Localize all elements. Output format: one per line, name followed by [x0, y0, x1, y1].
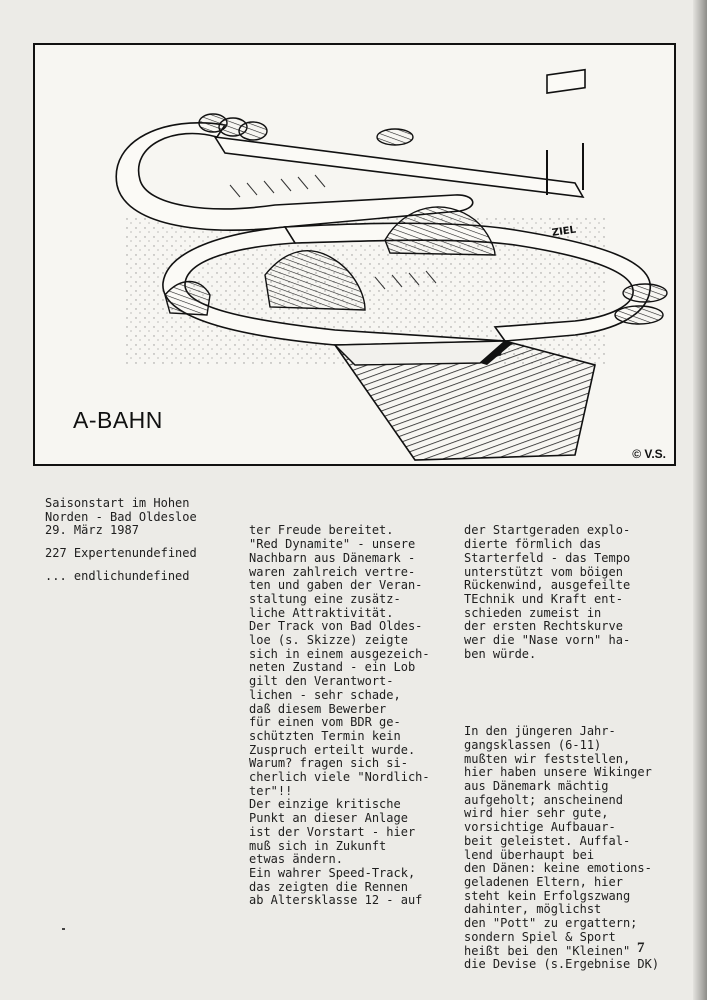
page-edge-shadow: [693, 0, 707, 1000]
track-sketch-drawing: [35, 45, 674, 464]
speck: [62, 928, 65, 930]
paragraph: Saisonstart im Hohen Norden - Bad Oldesloe 29. März 1987: [45, 496, 197, 538]
paragraph: ter Freude bereitet. "Red Dynamite" - unsere Nachbarn aus Dänemark - waren zahlreich vertre- ten und gaben der Veran- staltung eine zusätz- liche Attraktivität. Der Track von Bad Oldes- loe (s. Skizze) zeigte sich in einem ausgezeich- neten Zustand - ein Lob gilt den Verantwort- lichen - sehr schade, daß diesem Bewerber für einen vom BDR ge- schützten Termin kein Zuspruch erteilt wurde. Warum? fragen sich si- cherlich viele "Nordlich- ter"!! Der einzige kritische Punkt an dieser Anlage ist der Vorstart - hier muß sich in Zukunft etwas ändern. Ein wahrer Speed-Track, das zeigten die Rennen ab Altersklasse 12 - auf: [249, 523, 430, 908]
copyright-mark: © V.S.: [632, 447, 666, 461]
text-column-left: [45, 497, 197, 584]
paragraph: der Startgeraden explo- dierte förmlich das Starterfeld - das Tempo unterstützt vom böigen Rückenwind, ausgefeilte TEchnik und Kraft ent- schieden zumeist in der ersten Rechtskurve wer die "Nase vorn" ha- ben würde.: [464, 523, 631, 661]
paragraph: 227 Expertenundefined: [45, 546, 197, 561]
page-number: 7: [637, 940, 645, 956]
paragraph: ... endlichundefined: [45, 568, 190, 583]
text-column-middle: [249, 497, 430, 922]
track-sketch-figure: [33, 43, 676, 466]
svg-text:ZIEL: ZIEL: [551, 224, 577, 239]
figure-caption: A-BAHN: [73, 407, 163, 433]
finish-sign: [547, 70, 585, 239]
start-ramp: [335, 341, 505, 365]
paragraph: In den jüngeren Jahr- gangsklassen (6-11) mußten wir feststellen, hier haben unsere Wikinger aus Dänemark mächtig aufgeholt; anscheinend wird hier sehr gute, vorsichtige Aufbauar- beit geleistet. Auffal- lend überhaupt bei den Dänen: keine emotions- geladenen Eltern, hier steht kein Erfolgszwang dahinter, möglichst den "Pott" zu ergattern; sondern Spiel & Sport heißt bei den "Kleinen" die Devise (s.Ergebnise DK): [464, 724, 660, 972]
text-column-right: [464, 497, 659, 986]
